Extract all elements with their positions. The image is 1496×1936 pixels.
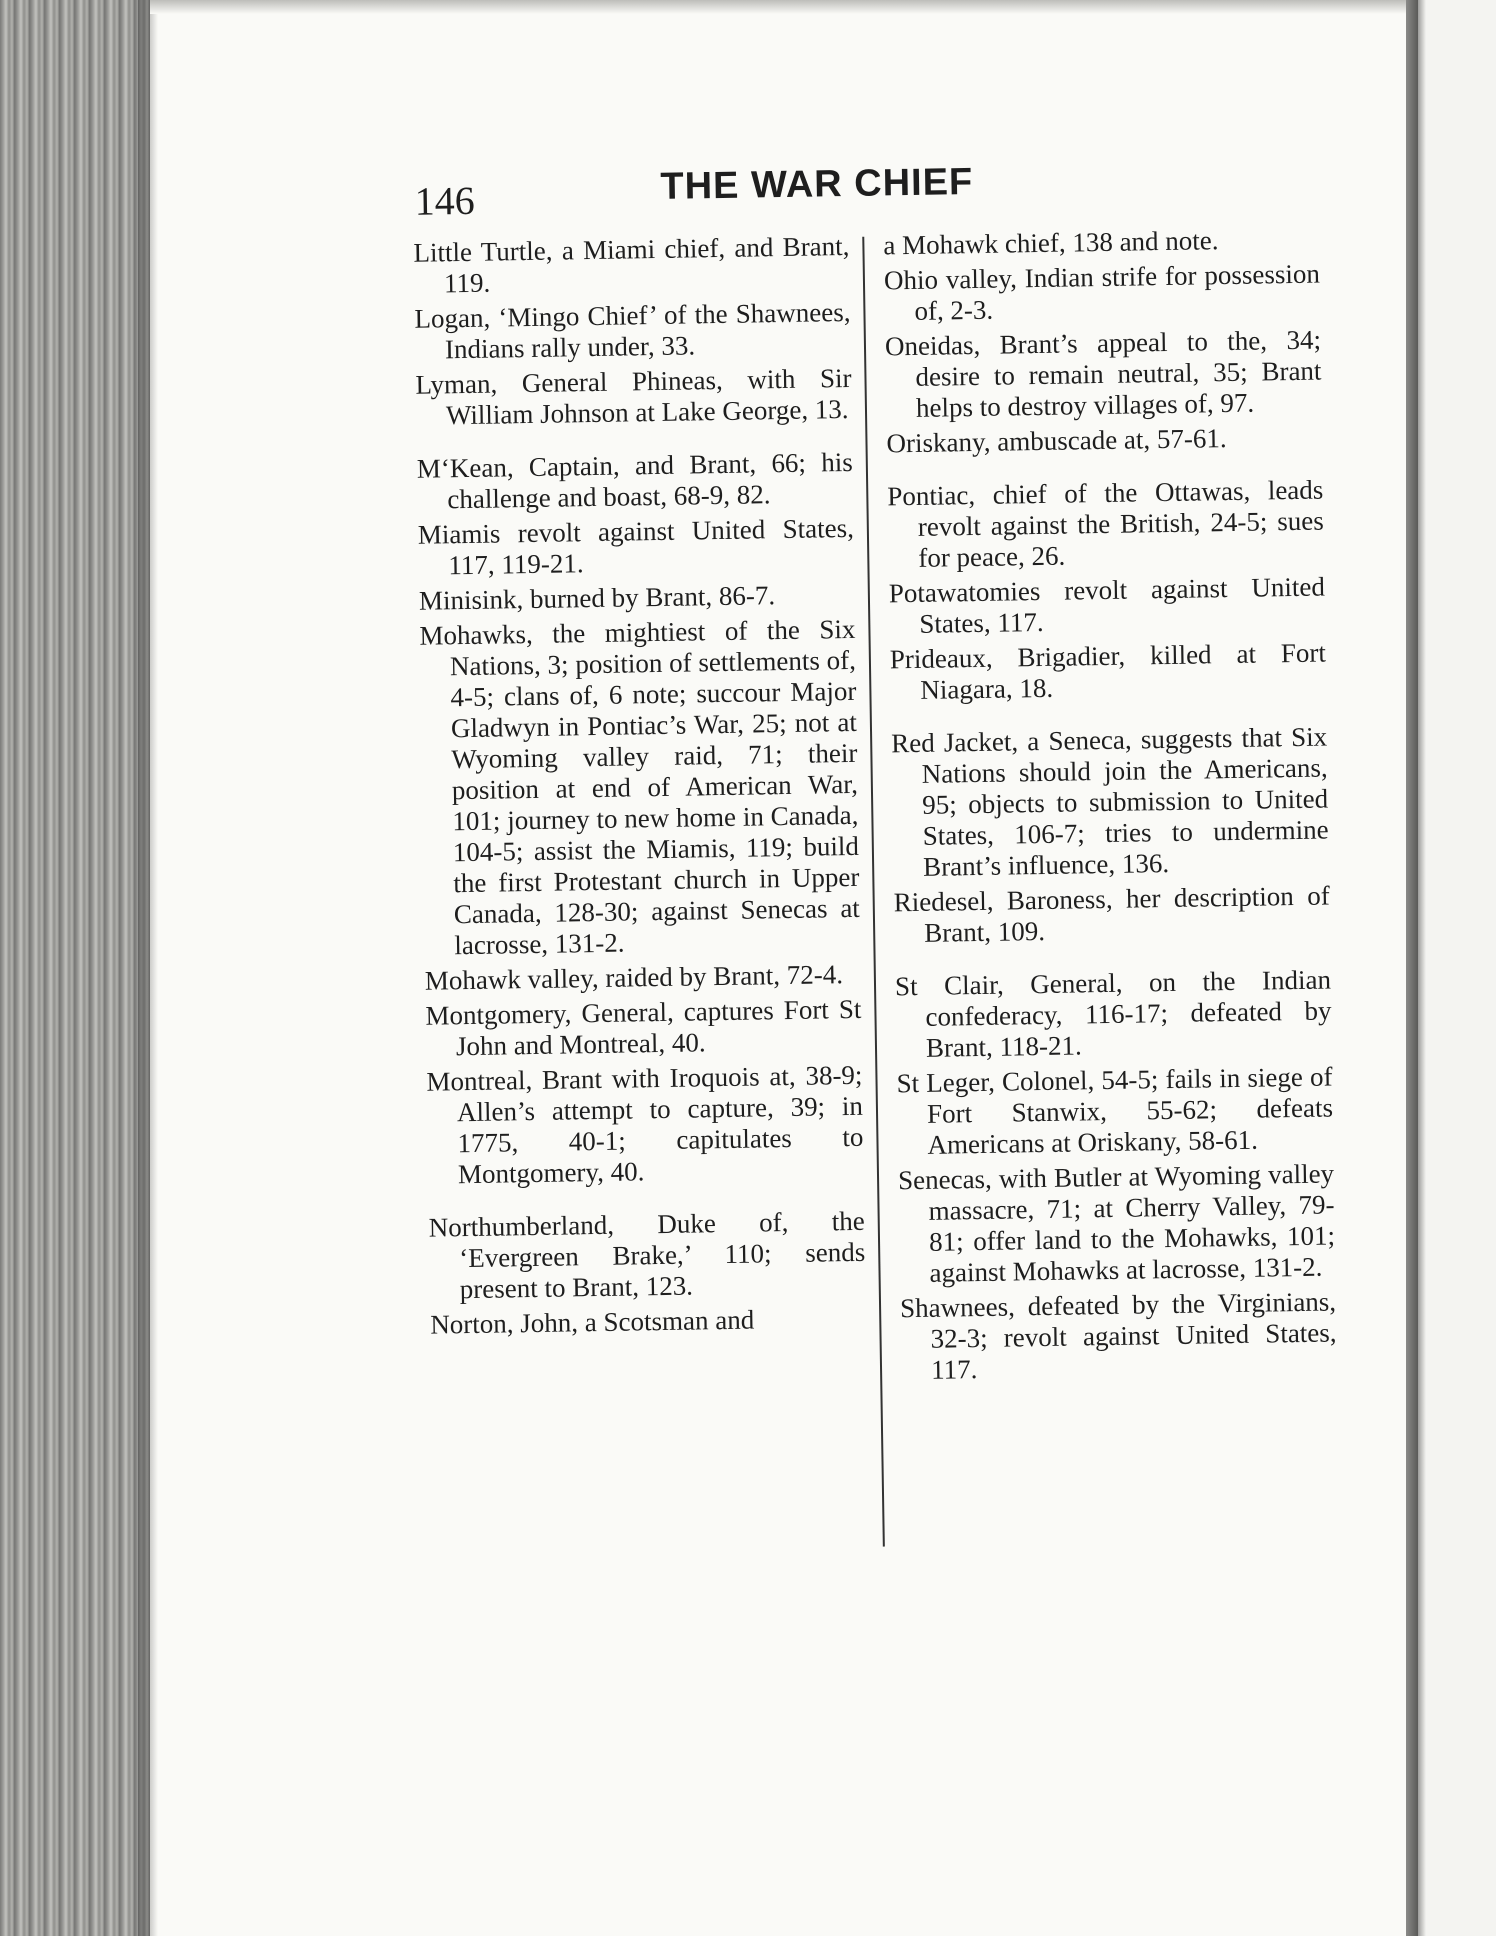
- next-page-sliver: [1418, 0, 1496, 1936]
- index-entry: Oriskany, ambuscade at, 57-61.: [886, 423, 1227, 459]
- top-shadow: [150, 0, 1406, 14]
- index-entry: Oneidas, Brant’s appeal to the, 34; desire to remain neutral, 35; Brant helps to destroy villages of, 97.: [884, 324, 1322, 423]
- index-entry: Montgomery, General, captures Fort St John and Montreal, 40.: [425, 993, 862, 1062]
- index-entry: Mohawks, the mightiest of the Six Nations, 3; position of settlements of, 4-5; clans of, 6 note; succour Major Gladwyn in Pontiac’s War, 25; not at Wyoming valley raid, 71; their position at end of American War, 101; journey to new home in Canada, 104-5; assist the Miamis, 119; build the first Protestant church in Upper Canada, 128-30; against Senecas at lacrosse, 131-2.: [419, 613, 861, 961]
- index-entry: St Leger, Colonel, 54-5; fails in siege of Fort Stanwix, 55-62; defeats Americans at Oriskany, 58-61.: [896, 1061, 1334, 1160]
- index-entry: Shawnees, defeated by the Virginians, 32-3; revolt against United States, 117.: [899, 1286, 1337, 1385]
- index-entry: Ohio valley, Indian strife for possession of, 2-3.: [883, 258, 1321, 326]
- index-entry: Potawatomies revolt against United States, 117.: [888, 571, 1326, 639]
- page-number: 146: [414, 177, 475, 224]
- index-entry: Norton, John, a Scotsman and: [430, 1304, 755, 1340]
- index-entry: Northumberland, Duke of, the ‘Evergreen Brake,’ 110; sends present to Brant, 123.: [428, 1205, 866, 1305]
- index-entry: M‘Kean, Captain, and Brant, 66; his challenge and boast, 68-9, 82.: [416, 446, 854, 515]
- index-entry: Little Turtle, a Miami chief, and Brant, 119.: [413, 230, 850, 299]
- book-page-edges: [0, 0, 150, 1936]
- running-head: THE WAR CHIEF: [660, 161, 974, 208]
- index-entry: Montreal, Brant with Iroquois at, 38-9; Allen’s attempt to capture, 39; in 1775, 40-1; capitulates to Montgomery, 40.: [426, 1059, 864, 1190]
- index-column-left: [413, 231, 866, 1345]
- index-entry: St Clair, General, on the Indian confederacy, 116-17; defeated by Brant, 118-21.: [894, 964, 1332, 1063]
- next-page-fold-shadow: [1418, 0, 1426, 1936]
- index-entry: Logan, ‘Mingo Chief’ of the Shawnees, Indians rally under, 33.: [414, 296, 851, 365]
- gutter-shadow: [138, 0, 158, 1936]
- index-entry: Mohawk valley, raided by Brant, 72-4.: [424, 959, 844, 996]
- index-entry: Riedesel, Baroness, her description of Brant, 109.: [893, 880, 1330, 948]
- index-column-right: [883, 224, 1337, 1391]
- column-rule: [862, 237, 885, 1547]
- index-entry: Senecas, with Butler at Wyoming valley massacre, 71; at Cherry Valley, 79-81; offer land to the Mohawks, 101; against Mohawks at lacrosse, 131-2.: [897, 1158, 1336, 1288]
- index-entry-continued: a Mohawk chief, 138 and note.: [883, 225, 1219, 261]
- printed-page: [400, 145, 1372, 1580]
- index-entry: Prideaux, Brigadier, killed at Fort Niagara, 18.: [889, 637, 1327, 705]
- index-entry: Miamis revolt against United States, 117, 119-21.: [417, 512, 855, 581]
- index-entry: Pontiac, chief of the Ottawas, leads revolt against the British, 24-5; sues for peace, 26.: [887, 474, 1325, 573]
- index-entry: Minisink, burned by Brant, 86-7.: [418, 580, 776, 616]
- index-entry: Lyman, General Phineas, with Sir William Johnson at Lake George, 13.: [415, 362, 852, 431]
- index-entry: Red Jacket, a Seneca, suggests that Six Nations should join the Americans, 95; objects to submission to United States, 106-7; tries to undermine Brant’s influence, 136.: [890, 721, 1329, 882]
- right-page-border: [1406, 0, 1418, 1936]
